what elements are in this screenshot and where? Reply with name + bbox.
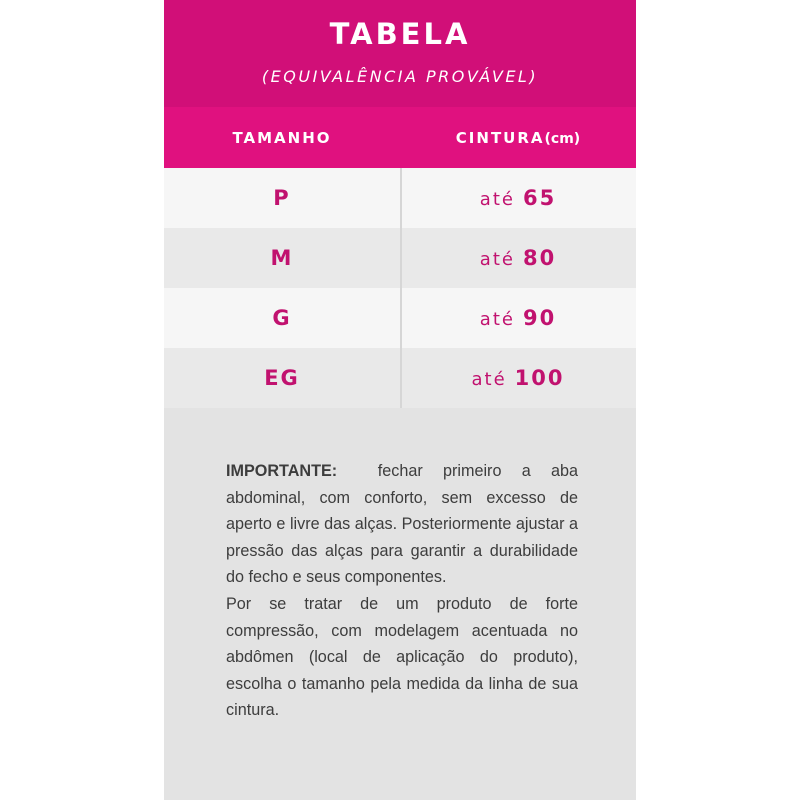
size-table-body xyxy=(164,168,636,408)
waist-cell xyxy=(400,366,636,390)
waist-value: 90 xyxy=(522,306,557,330)
column-header-size: TAMANHO xyxy=(232,128,332,147)
size-cell: G xyxy=(272,306,292,330)
chart-title: TABELA xyxy=(329,17,471,51)
column-header-waist-label: CINTURA xyxy=(455,128,545,147)
size-chart-card xyxy=(164,0,636,800)
waist-value: 65 xyxy=(522,186,557,210)
size-cell: EG xyxy=(264,366,300,390)
waist-prefix: até xyxy=(479,189,515,210)
column-header-waist xyxy=(400,129,636,147)
note-label: IMPORTANTE: xyxy=(226,462,338,480)
chart-header xyxy=(164,0,636,107)
waist-value: 100 xyxy=(514,366,565,390)
waist-prefix: até xyxy=(479,309,515,330)
note-text-1: fechar primeiro a aba abdominal, com conforto, sem excesso de aperto e livre das alças. Posteriormente ajustar a pressão das alças para garantir a durabilidade do fecho e seus componentes. xyxy=(226,462,578,587)
waist-prefix: até xyxy=(471,369,507,390)
waist-cell xyxy=(400,246,636,270)
note-paragraph-2: Por se tratar de um produto de forte compressão, com modelagem acentuada no abdômen (local de aplicação do produto), escolha o tamanho pela medida da linha de sua cintura. xyxy=(226,594,578,720)
note-paragraph-1 xyxy=(226,458,578,591)
important-note xyxy=(226,458,578,724)
waist-cell xyxy=(400,306,636,330)
chart-subtitle: (EQUIVALÊNCIA PROVÁVEL) xyxy=(261,67,539,86)
size-cell: M xyxy=(270,246,294,270)
waist-cell xyxy=(400,186,636,210)
column-divider xyxy=(400,168,402,408)
waist-prefix: até xyxy=(479,249,515,270)
column-header-waist-unit: (cm) xyxy=(544,130,581,147)
size-cell: P xyxy=(273,186,291,210)
waist-value: 80 xyxy=(522,246,557,270)
column-header-row xyxy=(164,107,636,168)
